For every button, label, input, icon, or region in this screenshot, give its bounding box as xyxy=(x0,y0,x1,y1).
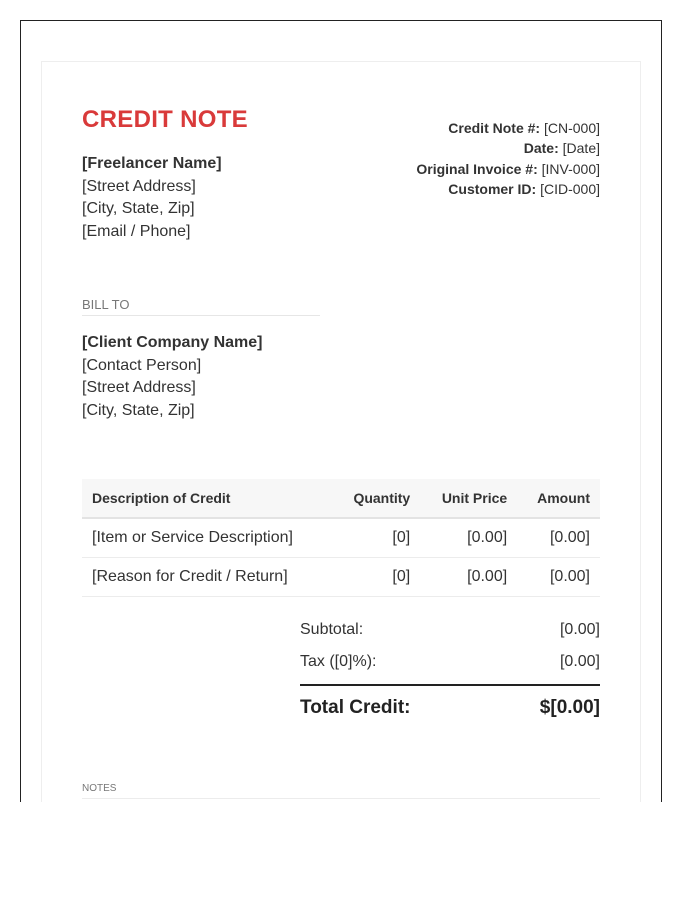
client-city: [City, State, Zip] xyxy=(82,401,195,419)
sender-city: [City, State, Zip] xyxy=(82,200,195,217)
meta-customer-id xyxy=(416,179,600,199)
tax-value: [0.00] xyxy=(559,653,600,670)
row-amount: [0.00] xyxy=(517,518,600,558)
meta-date-value: [Date] xyxy=(562,140,600,157)
header-amount: Amount xyxy=(517,479,600,518)
table-header-row xyxy=(82,479,600,518)
bill-to-block xyxy=(82,332,262,422)
row-quantity: [0] xyxy=(333,518,420,558)
meta-original-invoice xyxy=(416,159,600,179)
row-quantity: [0] xyxy=(333,558,420,597)
document-viewport xyxy=(20,20,662,802)
bill-to-label: BILL TO xyxy=(82,297,320,316)
meta-date-label: Date: xyxy=(523,140,559,157)
meta-credit-note-value: [CN-000] xyxy=(543,120,600,136)
total-credit-label: Total Credit: xyxy=(300,697,411,718)
row-description: [Item or Service Description] xyxy=(82,518,333,558)
meta-customer-value: [CID-000] xyxy=(540,181,600,198)
header-quantity: Quantity xyxy=(333,479,420,518)
sender-block xyxy=(82,153,222,243)
subtotal-row xyxy=(300,618,600,650)
sender-street: [Street Address] xyxy=(82,177,196,195)
meta-invoice-label: Original Invoice #: xyxy=(416,160,538,177)
meta-invoice-value: [INV-000] xyxy=(541,160,600,177)
line-items-table xyxy=(82,479,600,597)
client-contact: [Contact Person] xyxy=(82,356,202,374)
row-unit-price: [0.00] xyxy=(420,518,517,558)
subtotal-label: Subtotal: xyxy=(300,621,364,638)
row-unit-price: [0.00] xyxy=(420,558,517,597)
total-credit-row xyxy=(300,684,600,719)
meta-credit-note xyxy=(416,118,600,138)
client-company: [Client Company Name] xyxy=(82,334,263,351)
tax-row xyxy=(300,650,600,682)
sender-name: [Freelancer Name] xyxy=(82,155,222,172)
header-description: Description of Credit xyxy=(82,479,333,518)
total-credit-value: $[0.00] xyxy=(539,697,600,718)
notes-label: NOTES xyxy=(82,783,600,799)
meta-date xyxy=(416,138,600,158)
document-meta xyxy=(416,118,600,200)
meta-credit-note-label: Credit Note #: xyxy=(448,120,541,136)
table-row xyxy=(82,558,600,597)
totals-block xyxy=(300,618,600,719)
row-amount: [0.00] xyxy=(517,558,600,597)
document-title: CREDIT NOTE xyxy=(82,106,248,133)
sender-contact: [Email / Phone] xyxy=(82,222,191,240)
tax-label: Tax ([0]%): xyxy=(300,653,377,670)
credit-note-page xyxy=(41,61,641,802)
header-unit-price: Unit Price xyxy=(420,479,517,518)
subtotal-value: [0.00] xyxy=(559,621,600,638)
table-row xyxy=(82,518,600,558)
client-street: [Street Address] xyxy=(82,379,196,396)
meta-customer-label: Customer ID: xyxy=(448,181,537,198)
row-description: [Reason for Credit / Return] xyxy=(82,558,333,597)
